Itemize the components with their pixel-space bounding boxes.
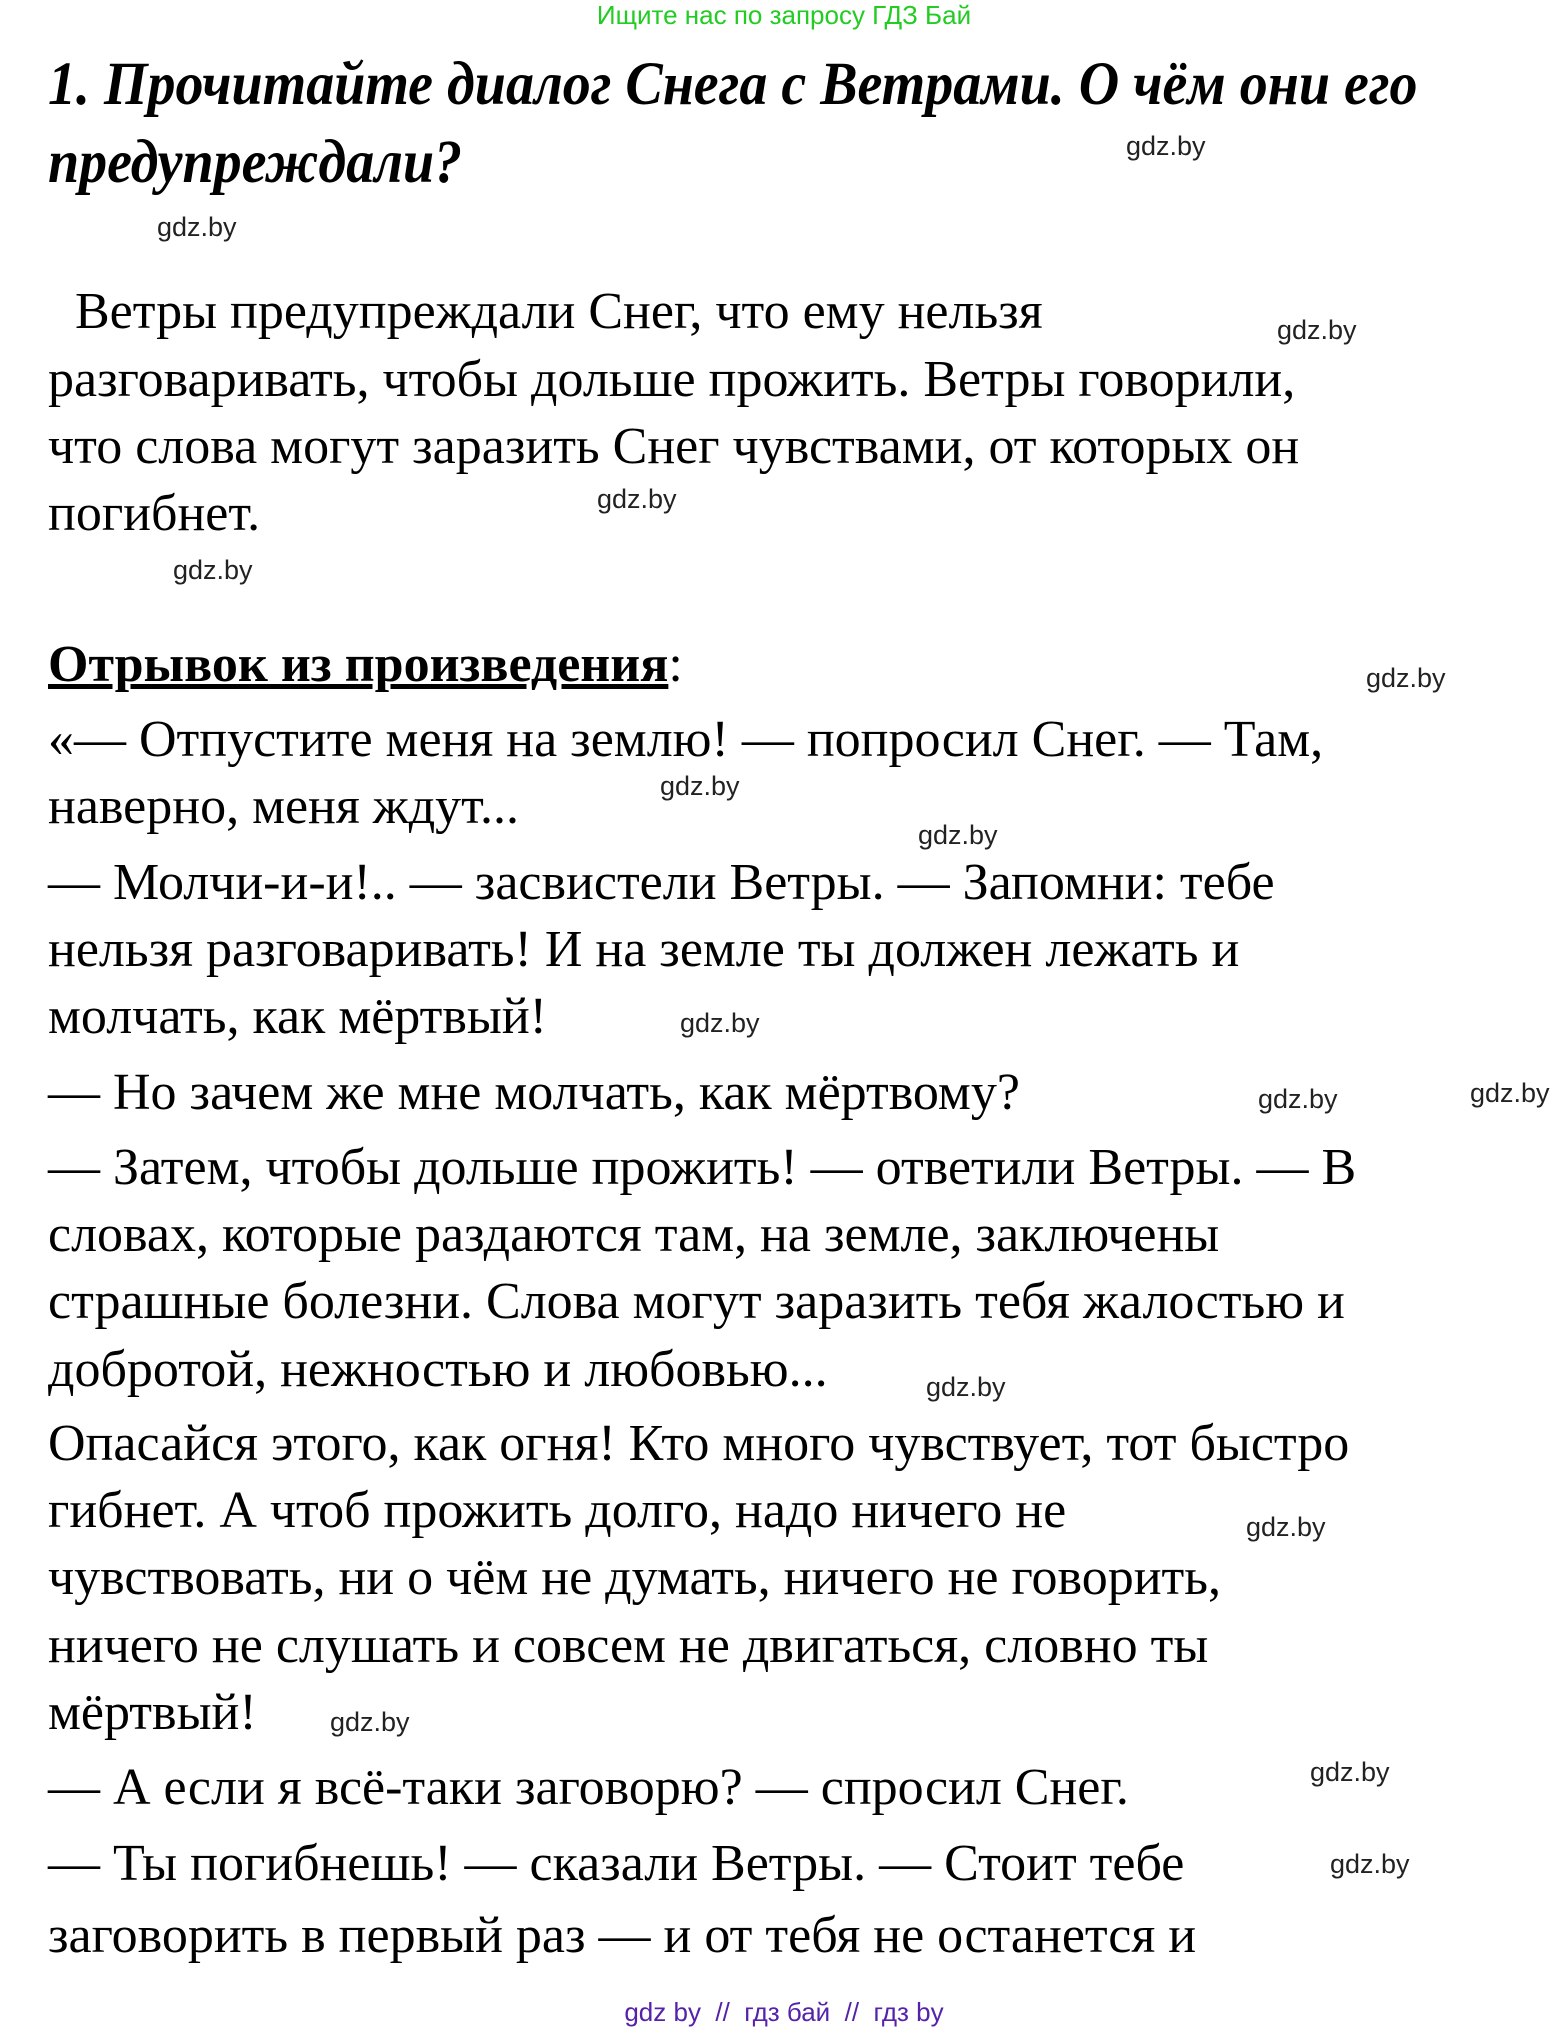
watermark: gdz.by	[1470, 1078, 1550, 1108]
answer-line: разговаривать, чтобы дольше прожить. Ветры говорили,	[48, 351, 1296, 408]
watermark: gdz.by	[1277, 315, 1357, 345]
excerpt-line: страшные болезни. Слова могут заразить тебя жалостью и	[48, 1273, 1345, 1330]
watermark: gdz.by	[1330, 1849, 1410, 1879]
question-title-line-2: предупреждали?	[48, 127, 463, 197]
excerpt-line: — Ты погибнешь! — сказали Ветры. — Стоит тебе	[48, 1835, 1185, 1892]
watermark: gdz.by	[157, 212, 237, 242]
excerpt-line: «— Отпустите меня на землю! — попросил Снег. — Там,	[48, 711, 1324, 768]
excerpt-line: — А если я всё-таки заговорю? — спросил Снег.	[48, 1759, 1129, 1816]
excerpt-line: ничего не слушать и совсем не двигаться, словно ты	[48, 1617, 1209, 1674]
watermark: gdz.by	[926, 1372, 1006, 1402]
watermark: gdz.by	[1246, 1512, 1326, 1542]
excerpt-heading-colon: :	[668, 636, 683, 693]
excerpt-line: чувствовать, ни о чём не думать, ничего не говорить,	[48, 1549, 1221, 1606]
question-title-line-1: 1. Прочитайте диалог Снега с Ветрами. О чём они его	[48, 49, 1418, 119]
excerpt-line: заговорить в первый раз — и от тебя не останется и	[48, 1907, 1197, 1964]
watermark: gdz.by	[660, 771, 740, 801]
excerpt-line: нельзя разговаривать! И на земле ты должен лежать и	[48, 921, 1240, 978]
watermark: gdz.by	[597, 484, 677, 514]
answer-line: Ветры предупреждали Снег, что ему нельзя	[75, 283, 1043, 340]
watermark: gdz.by	[680, 1008, 760, 1038]
watermark: gdz.by	[1126, 131, 1206, 161]
promo-banner: Ищите нас по запросу ГДЗ Бай	[596, 0, 972, 30]
footer-links: gdz by // гдз бай // гдз by	[624, 1997, 944, 2027]
excerpt-line: — Затем, чтобы дольше прожить! — ответили Ветры. — В	[48, 1139, 1357, 1196]
watermark: gdz.by	[1258, 1084, 1338, 1114]
answer-line: что слова могут заразить Снег чувствами, от которых он	[48, 418, 1300, 475]
excerpt-heading	[48, 637, 683, 693]
excerpt-line: — Но зачем же мне молчать, как мёртвому?	[48, 1064, 1020, 1121]
excerpt-line: добротой, нежностью и любовью...	[48, 1341, 828, 1398]
excerpt-line: молчать, как мёртвый!	[48, 988, 547, 1045]
excerpt-line: — Молчи-и-и!.. — засвистели Ветры. — Запомни: тебе	[48, 854, 1275, 911]
excerpt-line: Опасайся этого, как огня! Кто много чувствует, тот быстро	[48, 1415, 1350, 1472]
excerpt-line: гибнет. А чтоб прожить долго, надо ничего не	[48, 1482, 1067, 1539]
watermark: gdz.by	[173, 555, 253, 585]
excerpt-line: наверно, меня ждут...	[48, 778, 519, 835]
excerpt-heading-text: Отрывок из произведения	[48, 636, 669, 693]
excerpt-line: словах, которые раздаются там, на земле, заключены	[48, 1206, 1220, 1263]
watermark: gdz.by	[1310, 1757, 1390, 1787]
watermark: gdz.by	[918, 820, 998, 850]
answer-line: погибнет.	[48, 485, 261, 542]
excerpt-line: мёртвый!	[48, 1684, 257, 1741]
watermark: gdz.by	[330, 1707, 410, 1737]
watermark: gdz.by	[1366, 663, 1446, 693]
